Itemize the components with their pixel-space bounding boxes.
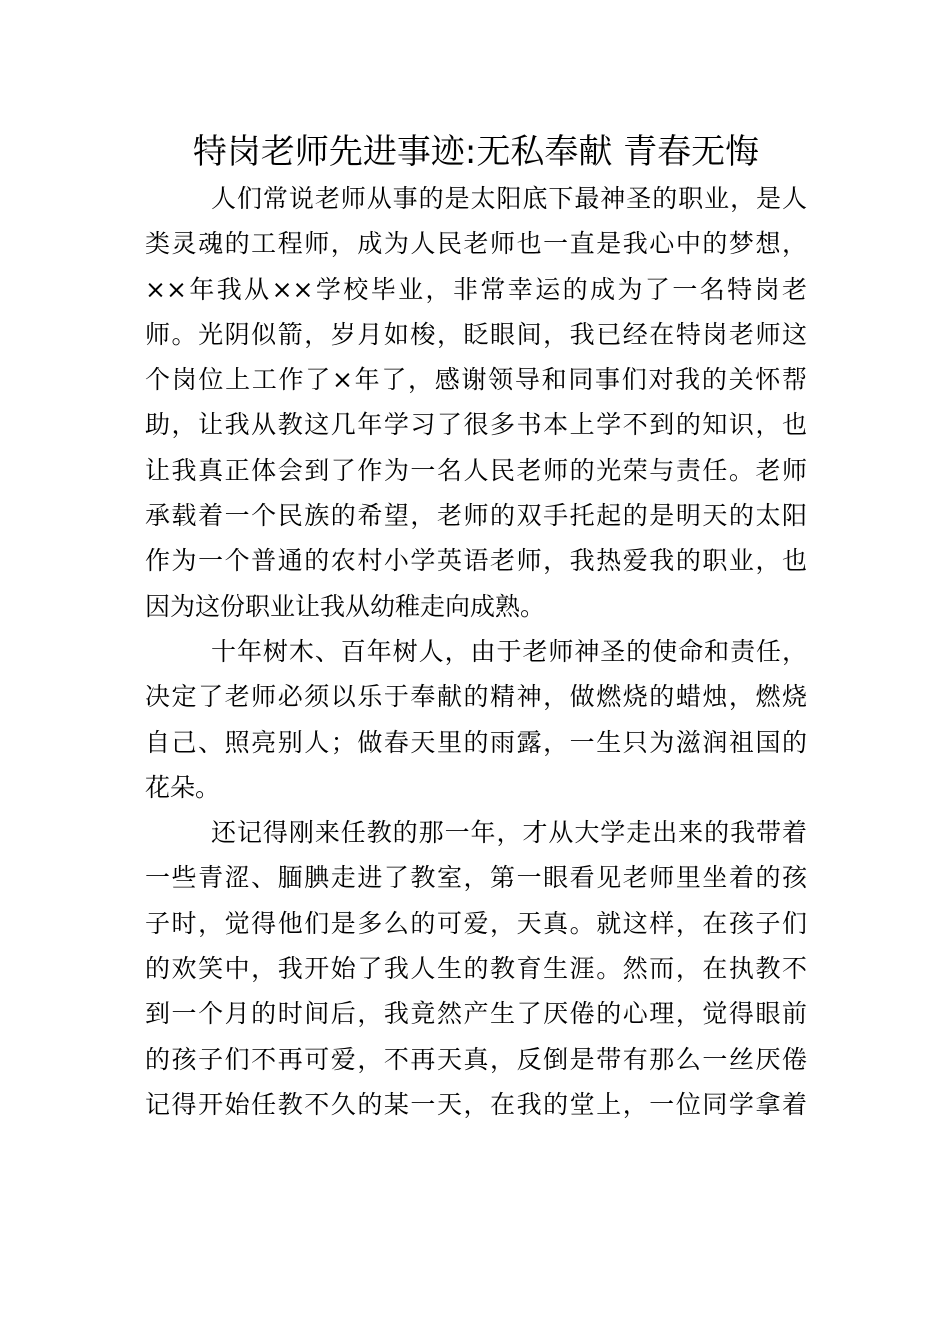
- text-line: 的欢笑中，我开始了我人生的教育生涯。然而，在执教不: [145, 954, 807, 984]
- text-line: 承载着一个民族的希望，老师的双手托起的是明天的太阳: [145, 501, 807, 531]
- text-line: 还记得刚来任教的那一年，才从大学走出来的我带着: [211, 818, 807, 848]
- text-line: 到一个月的时间后，我竟然产生了厌倦的心理，觉得眼前: [145, 999, 807, 1029]
- text-line: 人们常说老师从事的是太阳底下最神圣的职业，是人: [211, 184, 807, 213]
- text-line: 花朵。: [145, 772, 221, 802]
- text-line: 个岗位上工作了×年了，感谢领导和同事们对我的关怀帮: [145, 365, 807, 395]
- text-line: 因为这份职业让我从幼稚走向成熟。: [145, 591, 546, 621]
- text-line: 记得开始任教不久的某一天，在我的堂上，一位同学拿着: [145, 1089, 807, 1119]
- text-line: 让我真正体会到了作为一名人民老师的光荣与责任。老师: [145, 455, 807, 485]
- text-line: 类灵魂的工程师，成为人民老师也一直是我心中的梦想，: [145, 229, 807, 259]
- text-line: 师。光阴似箭，岁月如梭，眨眼间，我已经在特岗老师这: [145, 319, 807, 349]
- document-body: [145, 176, 807, 1127]
- text-line: ××年我从××学校毕业，非常幸运的成为了一名特岗老: [145, 274, 807, 304]
- paragraph-1: [145, 176, 807, 629]
- text-line: 子时，觉得他们是多么的可爱，天真。就这样，在孩子们: [145, 908, 807, 938]
- text-line: 的孩子们不再可爱，不再天真，反倒是带有那么一丝厌倦: [145, 1044, 807, 1074]
- text-line: 自己、照亮别人；做春天里的雨露，一生只为滋润祖国的: [145, 727, 807, 757]
- document-title: 特岗老师先进事迹:无私奉献 青春无悔: [192, 132, 760, 172]
- text-line: 作为一个普通的农村小学英语老师，我热爱我的职业，也: [145, 546, 807, 576]
- paragraph-2: [145, 629, 807, 810]
- text-line: 助，让我从教这几年学习了很多书本上学不到的知识，也: [145, 410, 807, 440]
- text-line: 十年树木、百年树人，由于老师神圣的使命和责任，: [211, 636, 807, 666]
- text-line: 决定了老师必须以乐于奉献的精神，做燃烧的蜡烛，燃烧: [145, 682, 807, 712]
- paragraph-3: [145, 810, 807, 1127]
- text-line: 一些青涩、腼腆走进了教室，第一眼看见老师里坐着的孩: [145, 863, 807, 893]
